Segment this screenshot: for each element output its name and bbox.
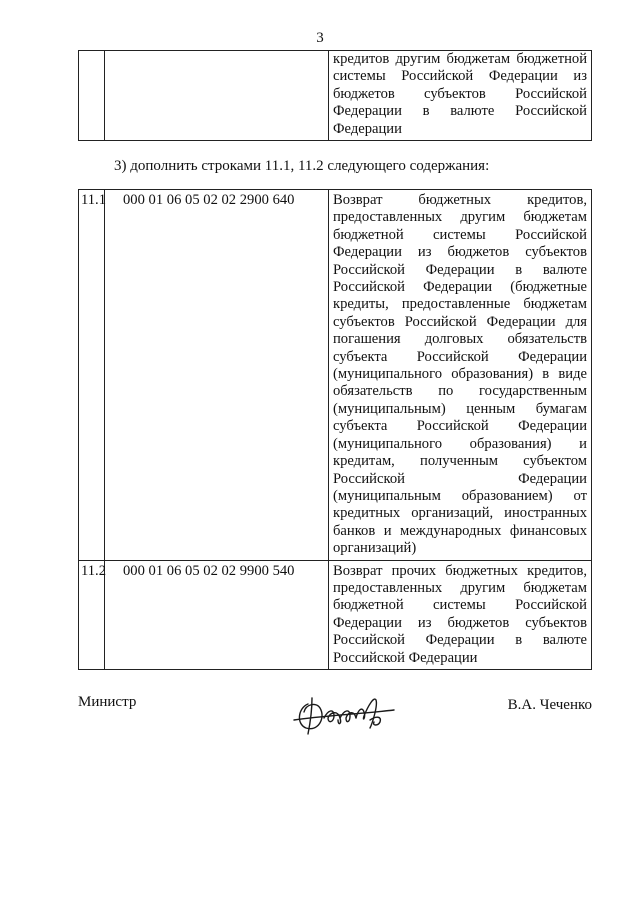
code-cell: 000 01 06 05 02 02 9900 540: [105, 560, 329, 669]
row-number-cell: [79, 51, 105, 141]
page-number: 3: [316, 30, 324, 46]
row-number-cell: 11.1: [79, 190, 105, 561]
added-rows-table: [78, 189, 592, 670]
signatory-name: В.А. Чеченко: [507, 697, 592, 713]
table-row: [79, 560, 592, 669]
code-cell: [105, 51, 329, 141]
table-row: [79, 190, 592, 561]
continued-table: [78, 50, 592, 141]
code-cell: 000 01 06 05 02 02 2900 640: [105, 190, 329, 561]
row-number-cell: 11.2: [79, 560, 105, 669]
description-cell: Возврат бюджетных кредитов, предоставленных другим бюджетам бюджетной системы Российской Федерации из бюджетов субъектов Российской Федерации в валюте Российской Федерации (бюджетные кредиты, предоставленные бюджетам субъектов Российской Федерации для погашения долговых обязательств субъекта Российской Федерации (муниципального образования) в виде обязательств по государственным (муниципальным) ценным бумагам субъекта Российской Федерации (муниципального образования) и кредитам, полученным субъектом Российской Федерации (муниципальным образованием) от кредитных организаций, иностранных банков и международных финансовых организаций): [329, 190, 592, 561]
table-row: [79, 51, 592, 141]
signature-block: [78, 690, 592, 740]
signatory-title: Министр: [78, 694, 137, 710]
handwritten-signature: [290, 690, 400, 736]
amendment-instruction: 3) дополнить строками 11.1, 11.2 следующего содержания:: [114, 158, 490, 174]
description-cell: Возврат прочих бюджетных кредитов, предоставленных другим бюджетам бюджетной системы Российской Федерации из бюджетов субъектов Российской Федерации в валюте Российской Федерации: [329, 560, 592, 669]
description-cell: кредитов другим бюджетам бюджетной системы Российской Федерации из бюджетов субъектов Российской Федерации в валюте Российской Федерации: [329, 51, 592, 141]
